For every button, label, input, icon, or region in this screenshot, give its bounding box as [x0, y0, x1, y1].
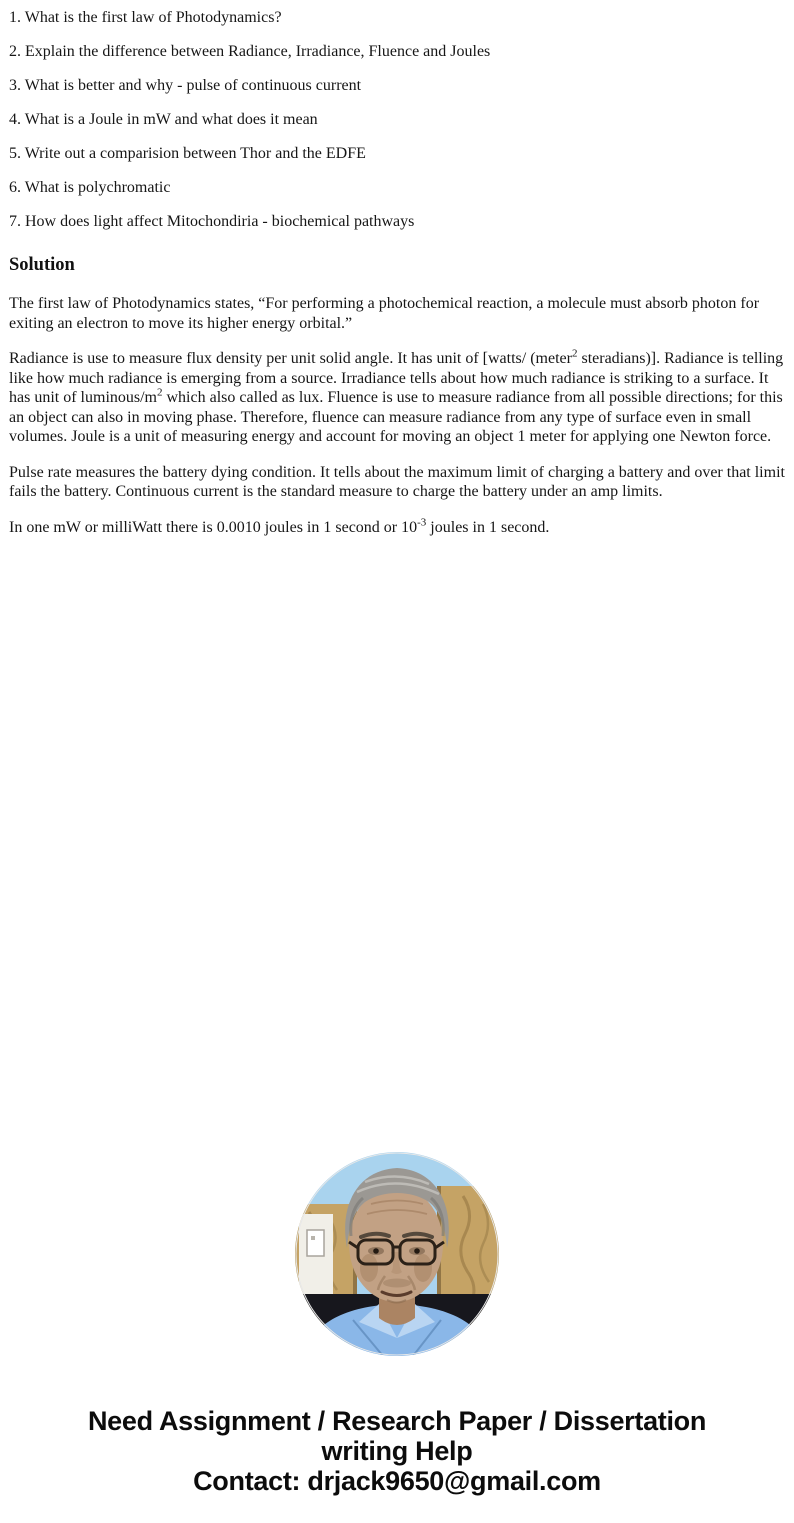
question-2: 2. Explain the difference between Radiance, Irradiance, Fluence and Joules — [9, 43, 491, 60]
avatar — [295, 1152, 499, 1356]
solution-paragraph-4 — [9, 518, 785, 538]
text-segment: steradians)]. Radiance is telling like how much radiance is emerging from a source. Irradiance tells about how much radiance is striking to a surface. It has unit of luminous/m — [9, 350, 784, 406]
text-segment: Radiance is use to measure flux density per unit solid angle. It has unit of [watts/ (meter — [9, 350, 572, 367]
solution-paragraph-2 — [9, 349, 785, 447]
solution-paragraph-3: Pulse rate measures the battery dying condition. It tells about the maximum limit of charging a battery and over that limit fails the battery. Continuous current is the standard measure to charge the battery under an amp limits. — [9, 463, 785, 500]
footer-help-line-2: writing Help — [321, 1436, 473, 1466]
footer-contact-email: Contact: drjack9650@gmail.com — [193, 1466, 601, 1496]
text-segment: which also called as lux. Fluence is use to measure radiance from all possible directions; for this an object can also in moving phase. Therefore, fluence can measure radiance from any type of surface even in small volumes. Joule is a unit of measuring energy and account for moving an object 1 meter for applying one Newton force. — [9, 389, 783, 445]
avatar-image — [295, 1152, 499, 1356]
footer — [9, 1406, 785, 1496]
footer-help-line-1: Need Assignment / Research Paper / Dissertation — [87, 1406, 707, 1436]
superscript: 2 — [571, 347, 578, 360]
question-7: 7. How does light affect Mitochondiria - biochemical pathways — [9, 213, 415, 230]
question-3: 3. What is better and why - pulse of continuous current — [9, 77, 362, 94]
question-list — [9, 8, 785, 231]
text-segment: In one mW or milliWatt there is 0.0010 joules in 1 second or 10 — [9, 518, 418, 536]
solution-paragraph-1: The first law of Photodynamics states, “For performing a photochemical reaction, a molecule must absorb photon for exiting an electron to move its higher energy orbital.” — [9, 295, 760, 332]
question-1: 1. What is the first law of Photodynamics? — [9, 9, 282, 26]
superscript: 2 — [157, 386, 163, 399]
question-5: 5. Write out a comparision between Thor and the EDFE — [9, 145, 366, 162]
question-6: 6. What is polychromatic — [9, 179, 171, 196]
text-segment: joules in 1 second. — [426, 518, 550, 536]
superscript: -3 — [417, 516, 427, 529]
question-4: 4. What is a Joule in mW and what does it mean — [9, 111, 318, 128]
solution-heading: Solution — [9, 255, 75, 275]
